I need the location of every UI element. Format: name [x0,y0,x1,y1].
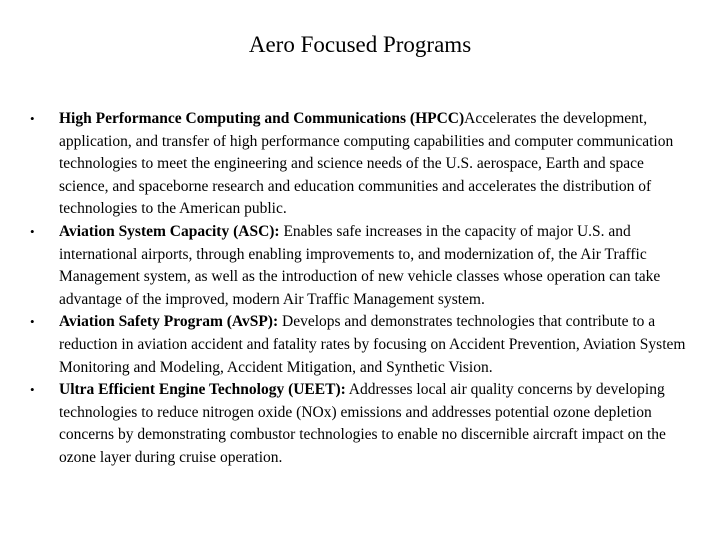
program-heading [59,110,464,127]
list-item-hpcc [30,108,695,221]
program-name: Aviation Safety Program [59,313,223,331]
list-item-ueet [30,379,695,469]
bullet-icon: • [30,111,35,126]
bullet-icon: • [30,382,35,398]
program-description: Enables safe increases in the capacity of major U.S. and international airports, through enabling improvements to, and modernization of, the Air Traffic Management system, as well as the introduction of new vehicle classes whose operation can take advantage of the improved, modern Air Traffic Management system. [59,222,661,308]
program-abbrev: (HPCC) [406,110,465,127]
list-item-asc [30,221,695,311]
program-heading [59,223,280,240]
program-name: High Performance Computing and Communications [59,110,407,127]
program-name: Aviation System Capacity [59,222,230,240]
program-list [30,108,695,470]
program-description: Addresses local air quality concerns by developing technologies to reduce nitrogen oxide (NOx) emissions and addresses potential ozone depletion concerns by demonstrating combustor technologies to enable no discernible aircraft impact on the ozone layer during cruise operation. [59,381,666,466]
program-heading [59,313,278,330]
program-heading [59,381,346,398]
program-name: Ultra Efficient Engine Technology [59,381,285,399]
program-abbrev: (UEET): [284,381,346,399]
program-description: Accelerates the development, application, and transfer of high performance computing capabilities and computer communication technologies to meet the engineering and science needs of the U.S. aerospace, Earth and space science, and spaceborne research and education communities and accelerates the distribution of technologies to the American public. [59,110,674,218]
program-description: Develops and demonstrates technologies that contribute to a reduction in aviation accident and fatality rates by focusing on Accident Prevention, Aviation System Monitoring and Modeling, Accident Mitigation, and Synthetic Vision. [59,313,686,376]
program-abbrev: (AvSP): [222,313,279,331]
bullet-icon: • [30,223,35,239]
bullet-icon: • [30,314,35,330]
program-abbrev: (ASC): [229,222,280,240]
slide-title: Aero Focused Programs [248,32,472,57]
list-item-avsp [30,311,695,379]
